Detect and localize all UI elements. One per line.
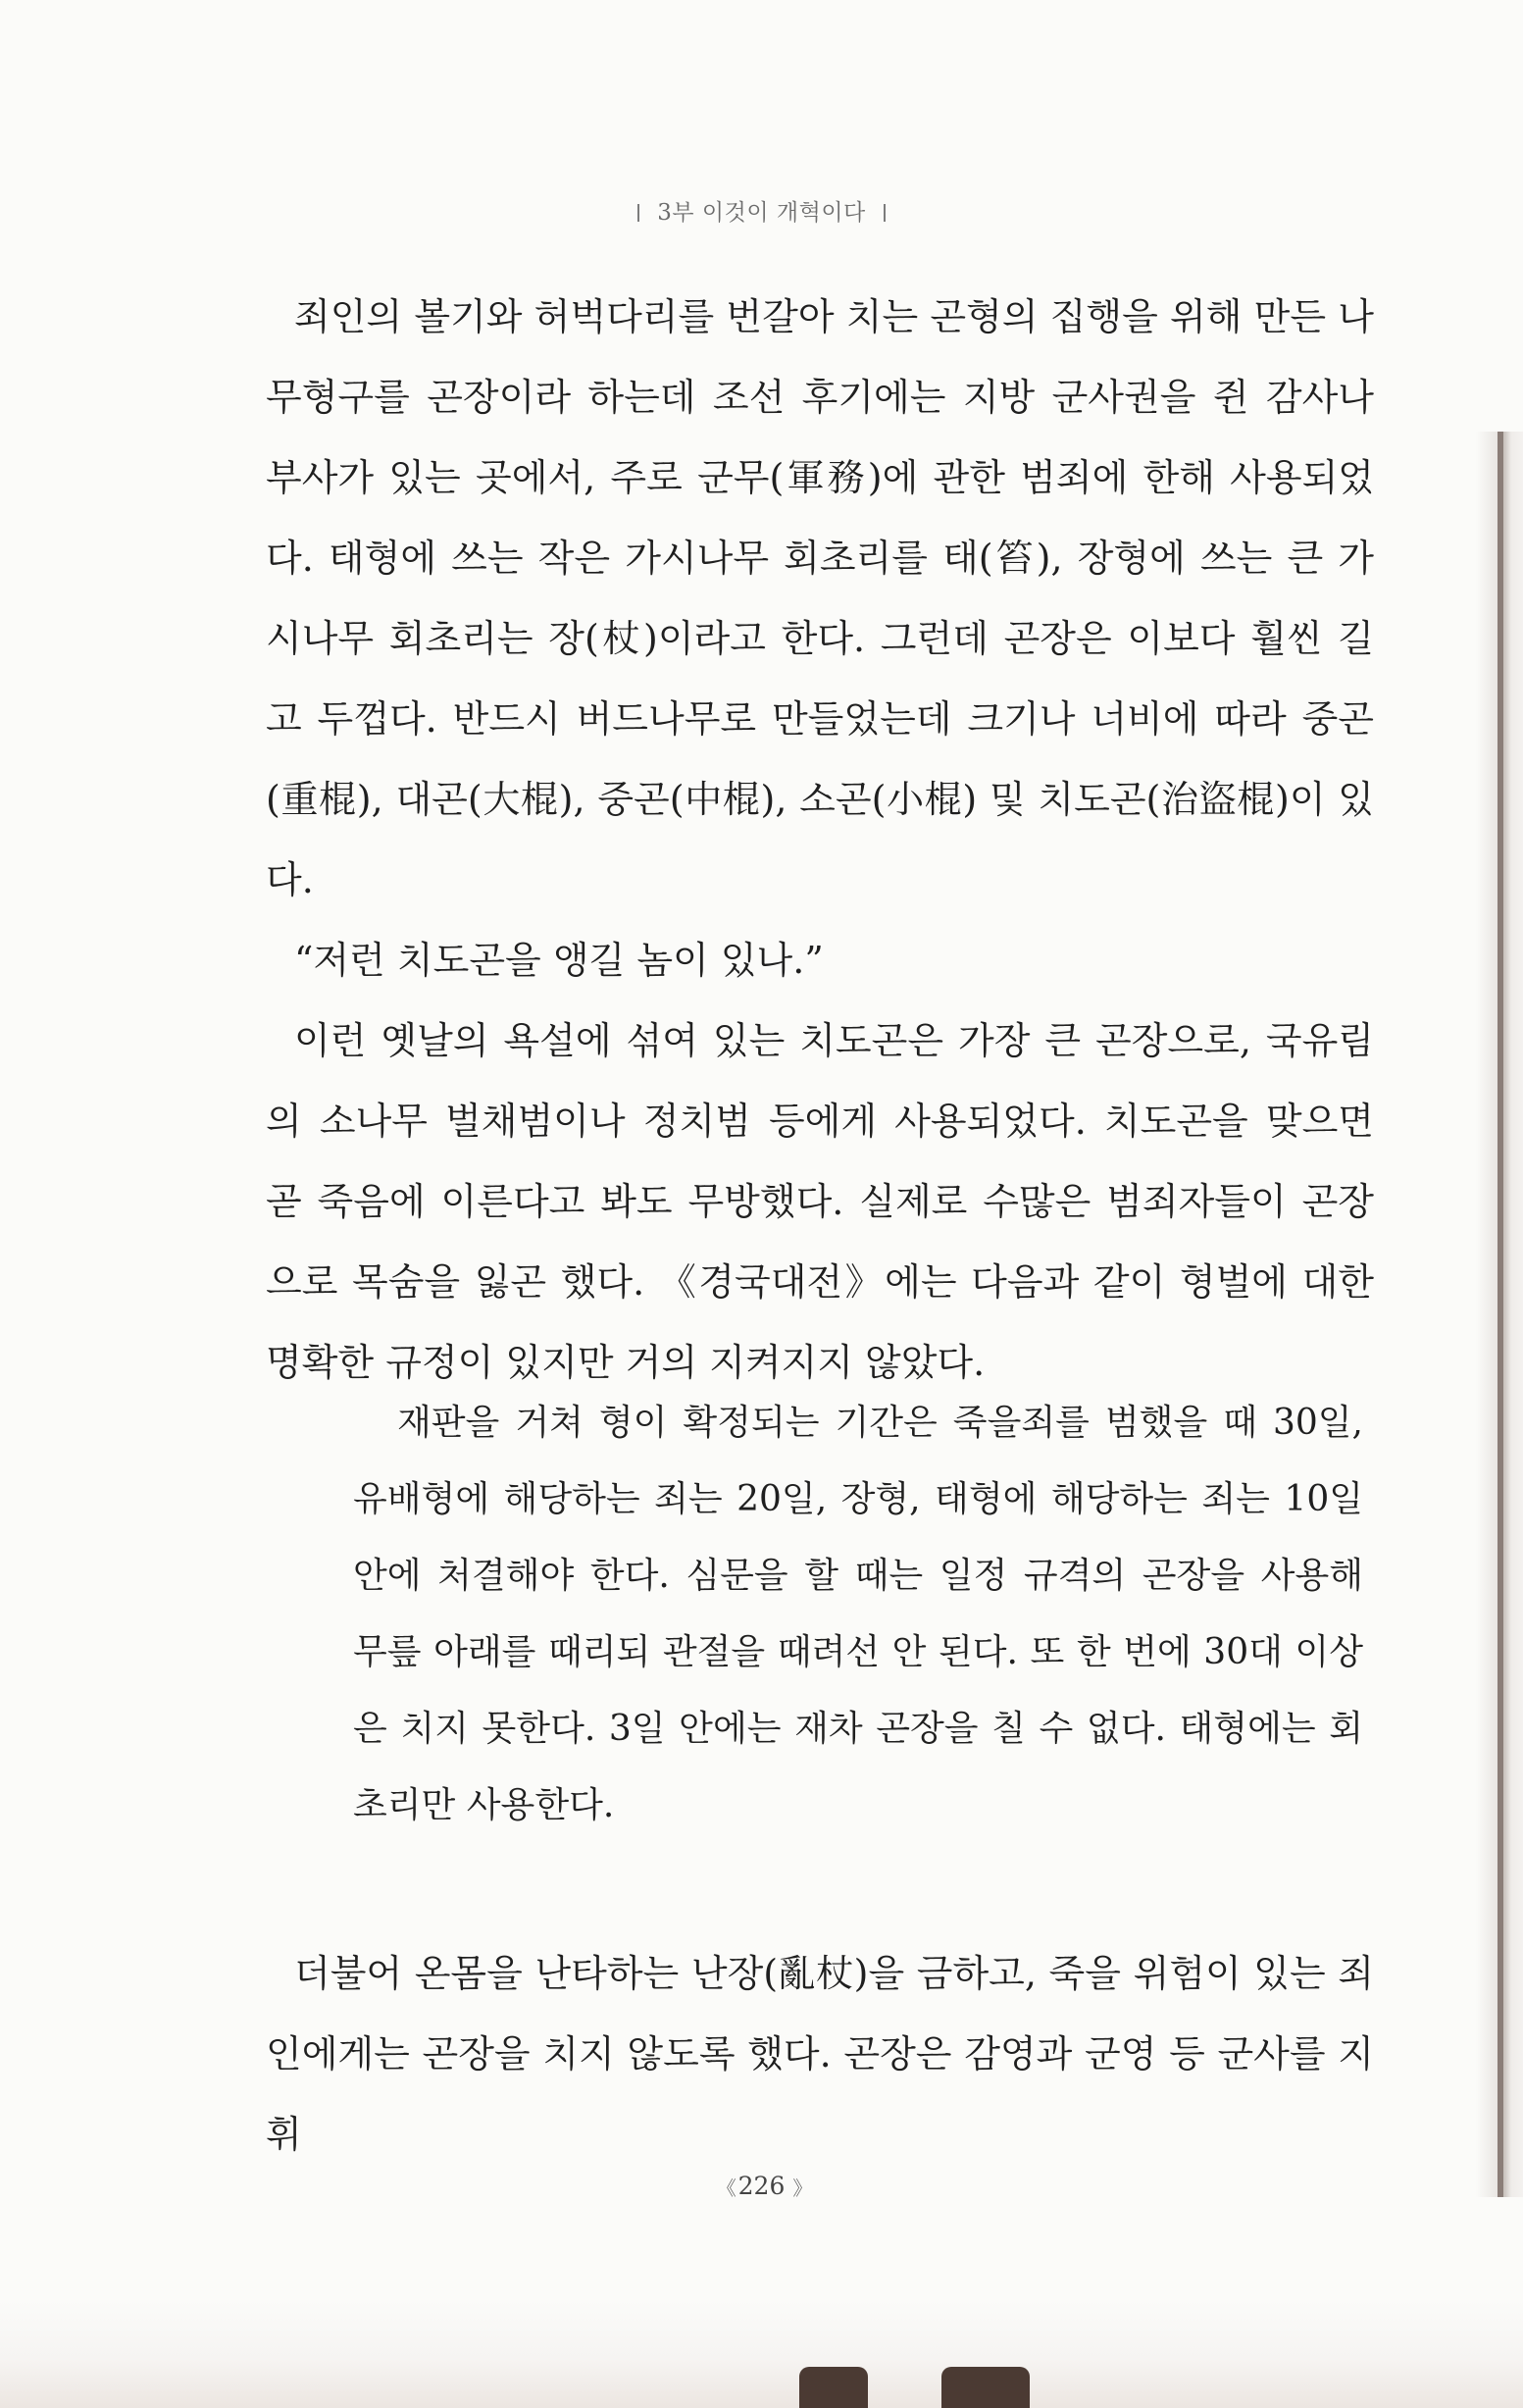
page-number: 226 bbox=[737, 2172, 786, 2200]
page-number-right-ornament: 》 bbox=[792, 2176, 813, 2200]
photo-object-right bbox=[941, 2367, 1030, 2408]
page-footer bbox=[0, 2172, 1523, 2200]
continuation-text bbox=[266, 1933, 1374, 2175]
running-head-left-bar bbox=[637, 204, 639, 222]
main-text bbox=[266, 277, 1374, 1403]
law-excerpt-text: 재판을 거쳐 형이 확정되는 기간은 죽을죄를 범했을 때 30일, 유배형에 해당하는 죄는 20일, 장형, 태형에 해당하는 죄는 10일 안에 처결해야 한다. 심문을 할 때는 일정 규격의 곤장을 사용해 무릎 아래를 때리되 관절을 때려선 안 된다. 또 한 번에 30대 이상은 치지 못한다. 3일 안에는 재차 곤장을 칠 수 없다. 태형에는 회초리만 사용한다. bbox=[353, 1403, 1363, 1825]
running-head bbox=[0, 194, 1523, 227]
photo-bottom-edge bbox=[0, 2300, 1523, 2408]
law-excerpt bbox=[353, 1385, 1363, 1844]
body-paragraph-2: 이런 옛날의 욕설에 섞여 있는 치도곤은 가장 큰 곤장으로, 국유림의 소나무 벌채범이나 정치범 등에게 사용되었다. 치도곤을 맞으면 곧 죽음에 이른다고 봐도 무방했다. 실제로 수많은 범죄자들이 곤장으로 목숨을 잃곤 했다. 《경국대전》에는 다음과 같이 형벌에 대한 명확한 규정이 있지만 거의 지켜지지 않았다. bbox=[266, 1019, 1374, 1384]
photo-object-left bbox=[799, 2367, 868, 2408]
page-number-left-ornament: 《 bbox=[716, 2176, 736, 2200]
running-head-title: 3부 이것이 개혁이다 bbox=[657, 200, 866, 226]
page-edge-line bbox=[1498, 432, 1503, 2197]
body-paragraph-1: 죄인의 볼기와 허벅다리를 번갈아 치는 곤형의 집행을 위해 만든 나무형구를 곤장이라 하는데 조선 후기에는 지방 군사권을 쥔 감사나 부사가 있는 곳에서, 주로 군무(軍務)에 관한 범죄에 한해 사용되었다. 태형에 쓰는 작은 가시나무 회초리를 태(笞), 장형에 쓰는 큰 가시나무 회초리는 장(杖)이라고 한다. 그런데 곤장은 이보다 훨씬 길고 두껍다. 반드시 버드나무로 만들었는데 크기나 너비에 따라 중곤(重棍), 대곤(大棍), 중곤(中棍), 소곤(小棍) 및 치도곤(治盜棍)이 있다. bbox=[266, 295, 1374, 901]
body-quote: “저런 치도곤을 앵길 놈이 있나.” bbox=[294, 939, 824, 982]
continuation-paragraph: 더불어 온몸을 난타하는 난장(亂杖)을 금하고, 죽을 위험이 있는 죄인에게는 곤장을 치지 않도록 했다. 곤장은 감영과 군영 등 군사를 지휘 bbox=[266, 1952, 1374, 2156]
running-head-right-bar bbox=[884, 204, 886, 222]
